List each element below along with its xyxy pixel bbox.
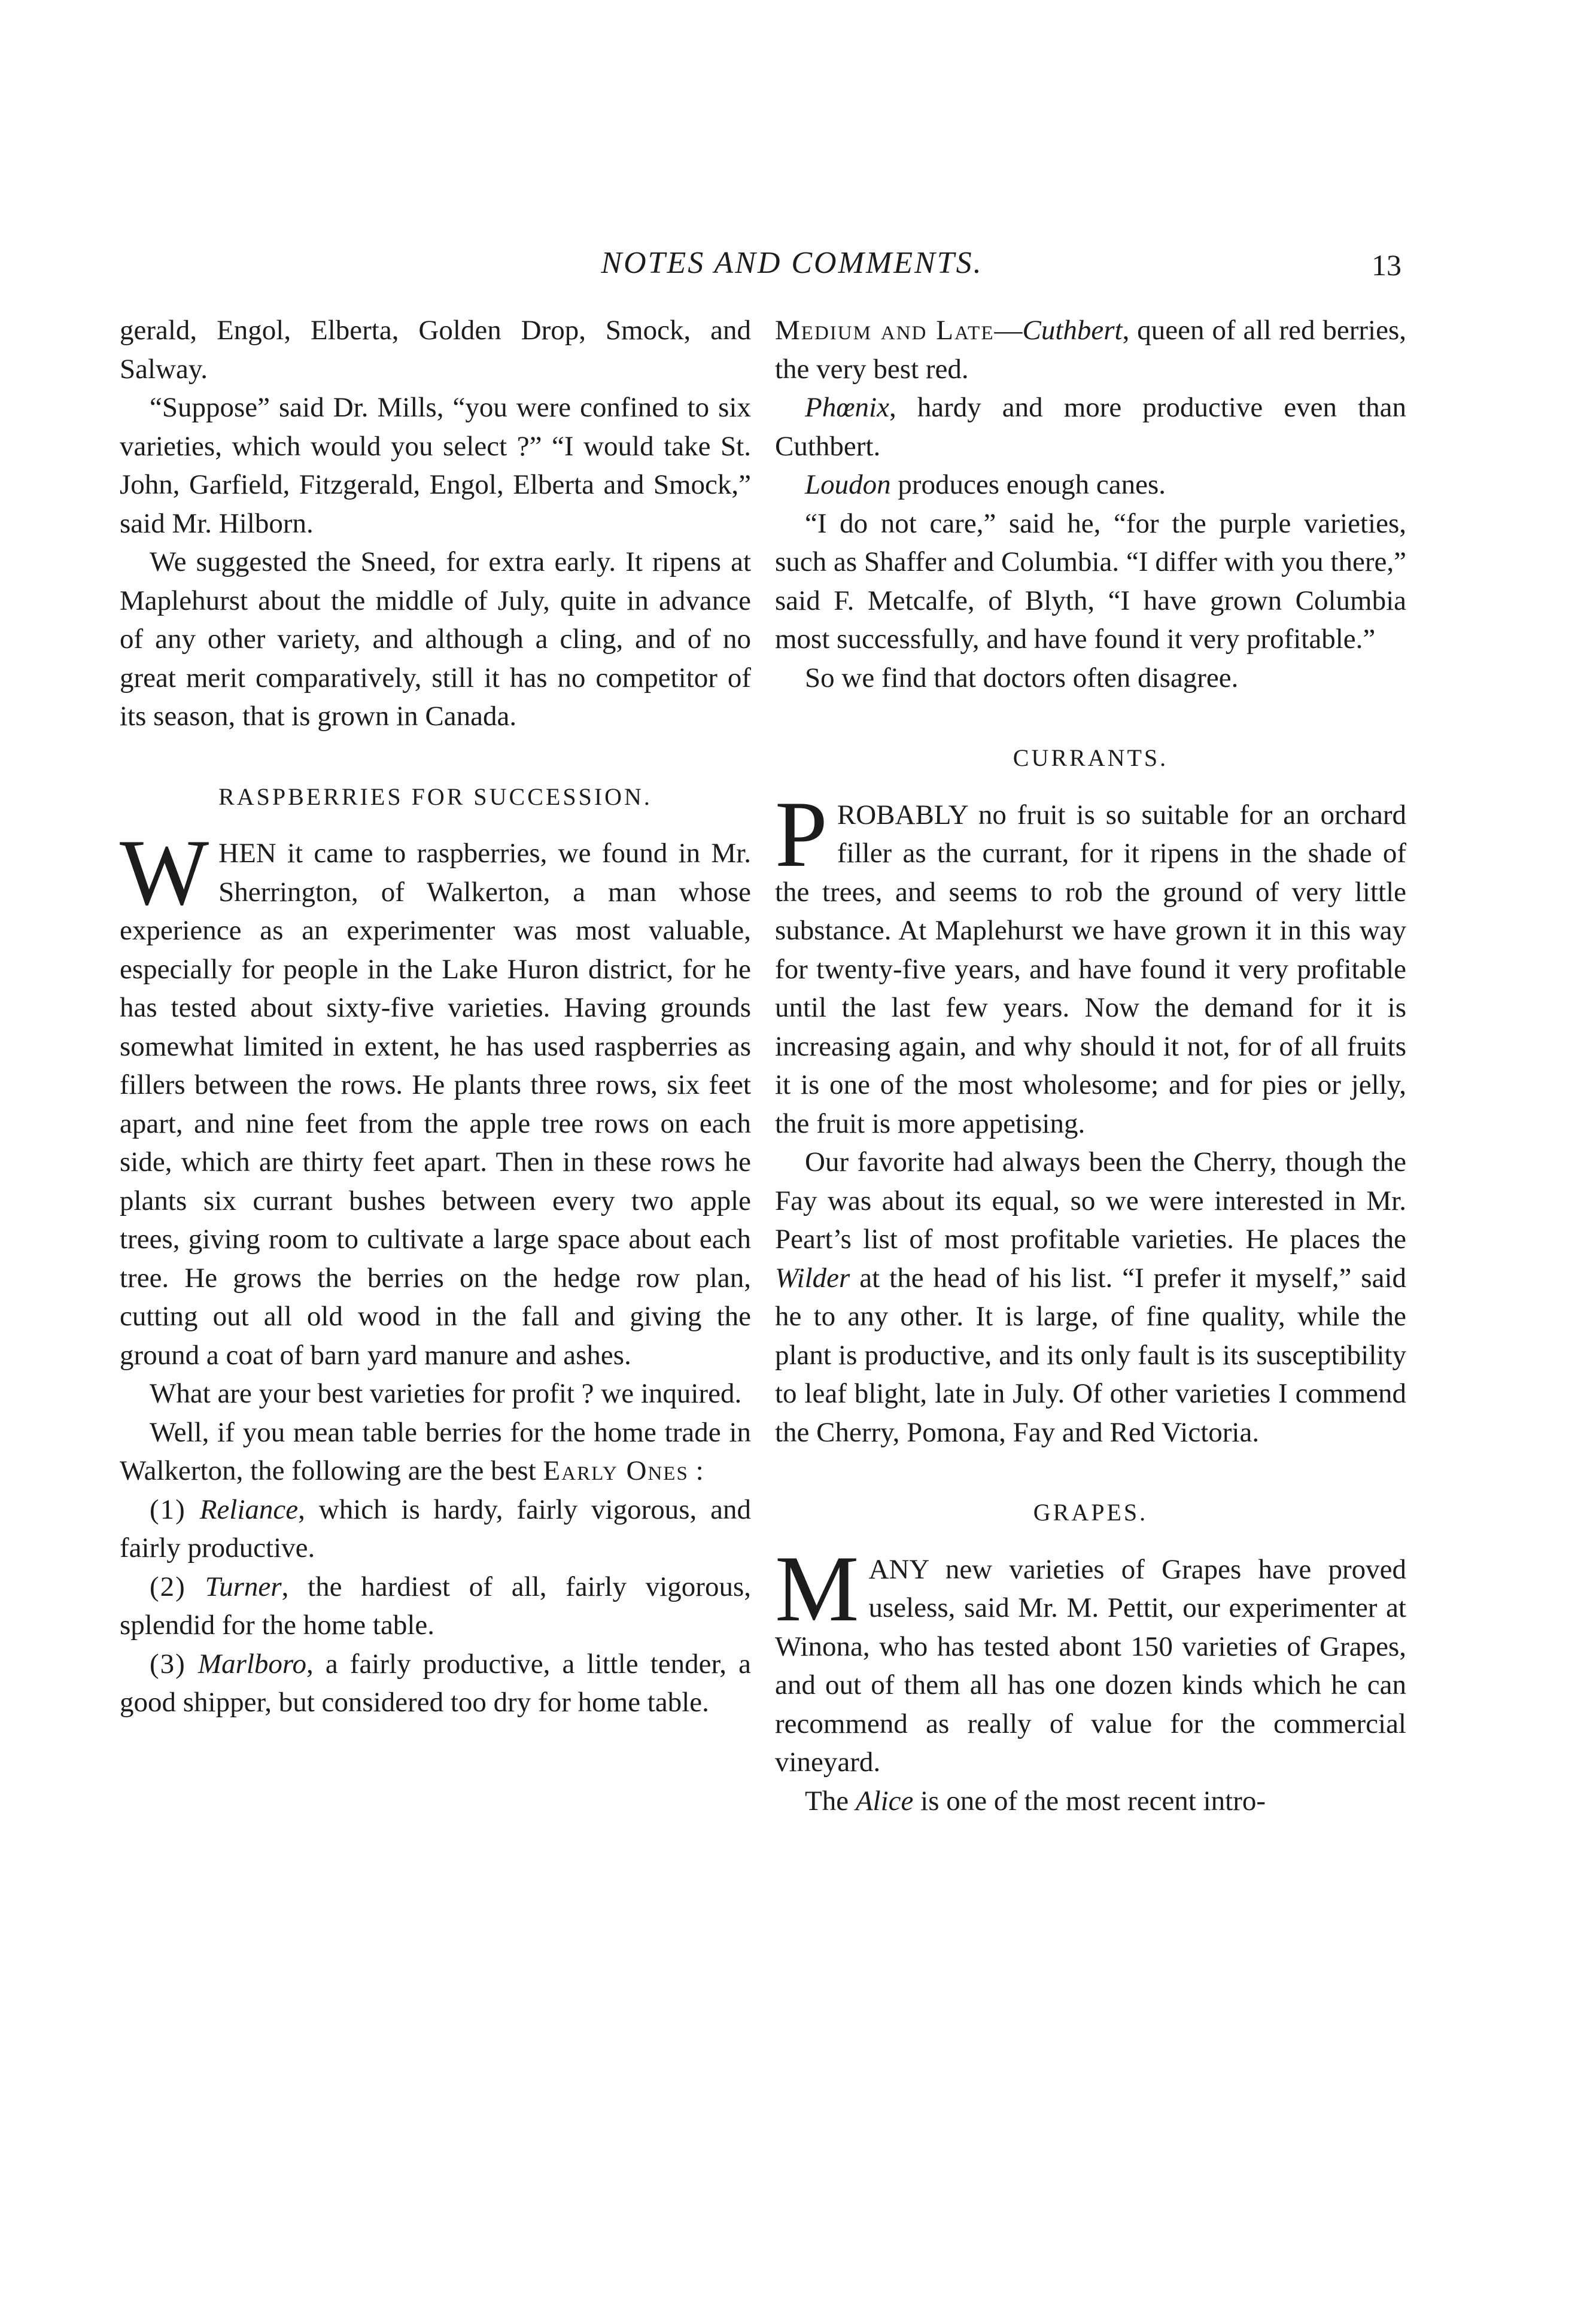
variety-name: Alice [855,1785,914,1817]
paragraph-text: Our favorite had always been the Cherry, though the Fay was about its equal, so we were interested in Mr. Peart’s list of most profitable varieties. He places the [775,1146,1406,1255]
paragraph-loudon [775,466,1406,504]
paragraph-text: ROBABLY no fruit is so suitable for an orchard filler as the currant, for it ripens in the shade of the trees, and seems to rob the ground of very little substance. At Maplehurst we have grown it in this way for twenty-five years, and have found it very profitable until the last few years. Now the demand for it is increasing again, and why should it not, for of all fruits it is one of the most wholesome; and for pies or jelly, the fruit is more appetising. [775,799,1406,1139]
paragraph-phoenix [775,388,1406,466]
variety-name: Turner [205,1571,282,1602]
paragraph-purple-varieties: “I do not care,” said he, “for the purple varieties, such as Shaffer and Columbia. “I differ with you there,” said F. Metcalfe, of Blyth, “I have grown Columbia most successfully, and have found it very profitable.” [775,507,1406,655]
paragraph-alice [775,1782,1406,1821]
list-item-marlboro [120,1645,751,1722]
dash: — [994,315,1023,346]
paragraph-sneed: We suggested the Sneed, for extra early. It ripens at Maplehurst about the middle of July, quite in advance of any other variety, and although a cling, and of no great merit comparatively, still it has no competitor of its season, that is grown in Canada. [120,546,751,732]
left-column [120,311,751,1722]
paragraph-text: Well, if you mean table berries for the home trade in Walkerton, the following are the best [120,1416,751,1486]
smallcaps-label: Medium and Late [775,315,995,346]
paragraph-six-varieties: “Suppose” said Dr. Mills, “you were confined to six varieties, which would you select ?” “I would take St. John, Garfield, Fitzgerald, Engol, Elberta and Smock,” said Mr. Hilborn. [120,392,751,539]
paragraph-question: What are your best varieties for profit ? we inquired. [150,1378,742,1409]
running-head: NOTES AND COMMENTS. [601,246,983,280]
variety-name: Phœnix [805,392,889,423]
variety-name: Loudon [805,469,891,500]
item-text: , the hardiest of all, fairly vigorous, splendid for the home table. [120,1571,752,1641]
variety-name: Marlboro [197,1648,306,1680]
item-text: , which is hardy, fairly vigorous, and fairly productive. [120,1493,752,1563]
item-text: , a fairly productive, a little tender, a good shipper, but considered too dry for home table. [120,1648,751,1718]
paragraph-medium-and-late [775,311,1406,388]
paragraph-doctors: So we find that doctors often disagree. [805,662,1239,693]
paragraph-peach-varieties-end: gerald, Engol, Elberta, Golden Drop, Smock, and Salway. [120,315,751,385]
paragraph-grapes-intro [775,1550,1406,1782]
paragraph-text: ANY new varieties of Grapes have proved useless, said Mr. M. Pettit, our experimenter at Winona, who has tested abont 150 varieties of Grapes, and out of them all has one dozen kinds which he can recommend as really of value for the commercial vineyard. [775,1553,1406,1778]
paragraph-early-ones [120,1413,751,1490]
section-title-raspberries: RASPBERRIES FOR SUCCESSION. [218,783,652,810]
paragraph-text: produces enough canes. [890,469,1166,500]
section-title-currants: CURRANTS. [1013,744,1169,771]
paragraph-text: is one of the most recent intro- [920,1785,1266,1817]
paragraph-text: HEN it came to raspberries, we found in Mr. Sherrington, of Walkerton, a man whose experience as an experimenter was most valuable, especially for people in the Lake Huron district, for he has tested about sixty-five varieties. Having grounds somewhat limited in extent, he has used raspberries as fillers between the rows. He plants three rows, six feet apart, and nine feet from the apple tree rows on each side, which are thirty feet apart. Then in these rows he plants six currant bushes between every two apple trees, giving room to cultivate a large space about each tree. He grows the berries on the hedge row plan, cutting out all old wood in the fall and giving the ground a coat of barn yard manure and ashes. [120,838,751,1371]
drop-cap: W [120,834,209,925]
variety-name: Cuthbert [1022,315,1123,346]
item-number: (1) [150,1493,186,1525]
drop-cap: P [775,795,828,887]
paragraph-text: , hardy and more productive even than Cuthbert. [775,392,1406,462]
smallcaps-label: Early Ones [543,1455,689,1486]
paragraph-raspberries-intro [120,834,751,1374]
right-column [775,311,1406,1820]
paragraph-currant-varieties [775,1143,1406,1452]
variety-name: Wilder [775,1262,850,1294]
item-number: (3) [150,1648,186,1680]
paragraph-text: , queen of all red berries, the very best red. [775,315,1406,385]
variety-name: Reliance [199,1493,299,1525]
paragraph-currants-intro [775,796,1406,1143]
paragraph-text: at the head of his list. “I prefer it myself,” said he to any other. It is large, of fine quality, while the plant is productive, and its only fault is its susceptibility to leaf blight, late in July. Of other varieties I commend the Cherry, Pomona, Fay and Red Victoria. [775,1262,1407,1448]
page-number: 13 [1372,248,1401,282]
paragraph-text: The [805,1785,849,1817]
drop-cap: M [775,1550,859,1641]
page-header [0,245,1584,293]
section-title-grapes: GRAPES. [1033,1499,1148,1526]
list-item-reliance [120,1490,751,1568]
list-item-turner [120,1568,751,1645]
punctuation: : [695,1455,704,1486]
item-number: (2) [150,1571,186,1602]
